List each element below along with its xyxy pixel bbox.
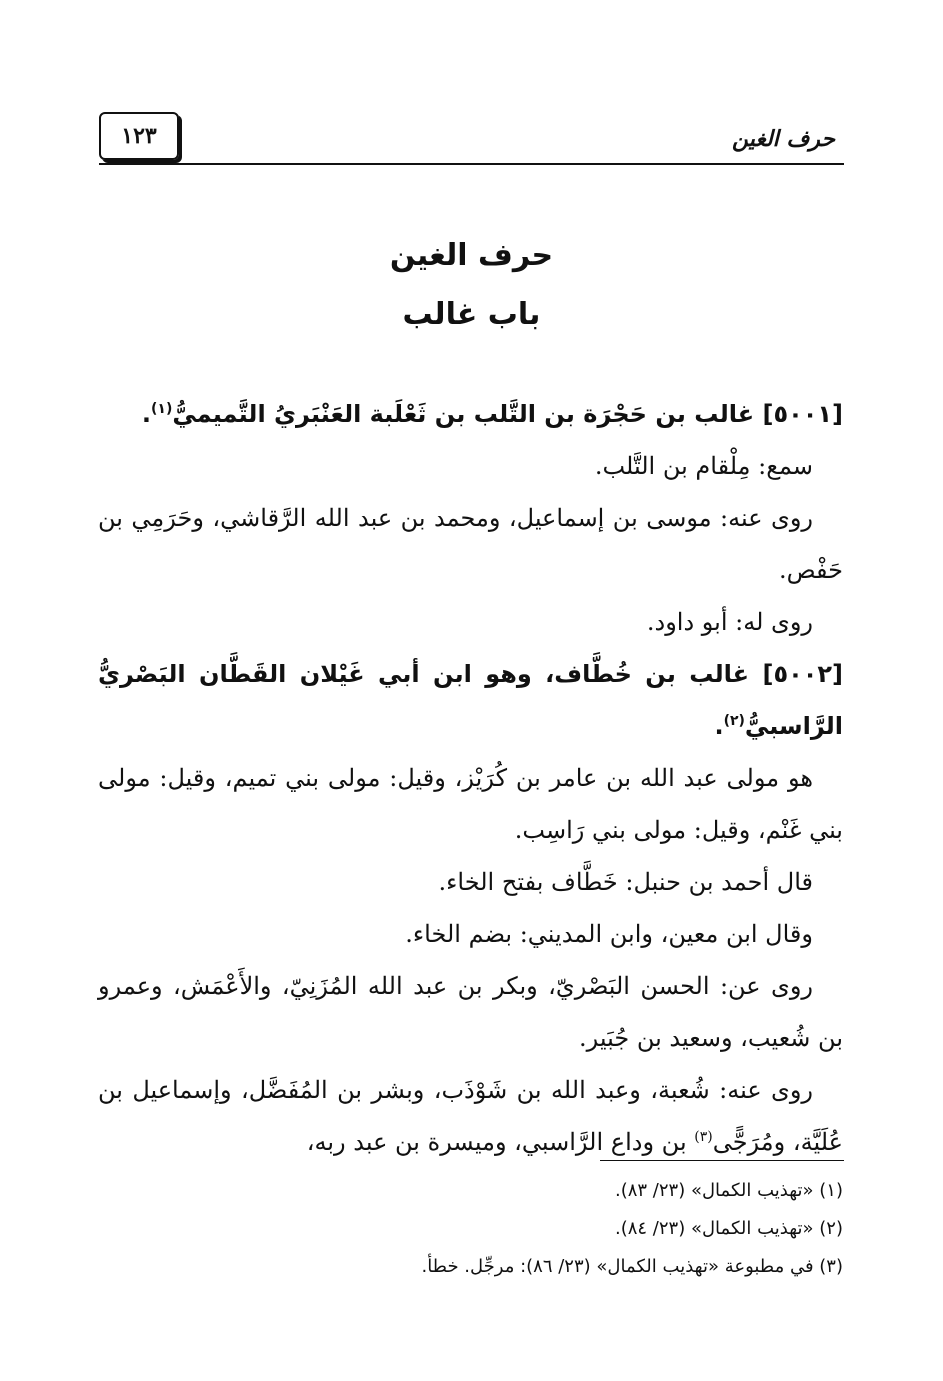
entry-line: سمع: مِلْقام بن التَّلب.: [594, 452, 813, 480]
entry-line: هو مولى عبد الله بن عامر بن كُرَيْز، وقيل: مولى بني تميم، وقيل: مولى بني غَنْم، وقيل: مولى بني رَاسِب.: [98, 764, 843, 844]
running-title: حرف الغين: [731, 126, 835, 152]
footnote: (٢) «تهذيب الكمال» (٢٣/ ٨٤).: [614, 1218, 843, 1239]
footnote-ref: (١): [151, 401, 173, 417]
entry-heading: [٥٠٠٢] غالب بن خُطَّاف، وهو ابن أبي غَيْلان القَطَّان البَصْريُّ الرَّاسبيُّ$^{(٢)}$.: [98, 660, 843, 740]
chapter-title: حرف الغين: [389, 238, 554, 273]
entry-line: روى عنه: شُعبة، وعبد الله بن شَوْذَب، وبشر بن المُفَضَّل، وإسماعيل بن عُلَيَّة، ومُرَجًّى$^{(٣)}$ بن وداع الرَّاسبي، وميسرة بن عبد ربه،: [98, 1076, 843, 1156]
footnote-rule: [600, 1160, 844, 1161]
entry-line: قال أحمد بن حنبل: خَطَّاف بفتح الخاء.: [438, 868, 813, 896]
footnote-ref: (٣): [694, 1129, 713, 1145]
footnote: (١) «تهذيب الكمال» (٢٣/ ٨٣).: [614, 1180, 843, 1201]
body-text: [98, 388, 843, 1168]
footnotes: [98, 1172, 843, 1286]
page-number-text: ١٢٣: [121, 123, 157, 149]
entry-line: وقال ابن معين، وابن المديني: بضم الخاء.: [405, 920, 813, 948]
footnote-ref: (٢): [723, 713, 745, 729]
header-rule: [99, 163, 844, 165]
footnote: (٣) في مطبوعة «تهذيب الكمال» (٢٣/ ٨٦): مرجِّل. خطأ.: [421, 1256, 843, 1277]
entry-heading: [٥٠٠١] غالب بن حَجْرَة بن التَّلب بن ثَعْلَبة العَنْبَريُ التَّميميُّ$^{(١)}$.: [141, 400, 843, 428]
entry-line: روى عنه: موسى بن إسماعيل، ومحمد بن عبد الله الرَّقاشي، وحَرَمِي بن حَفْص.: [98, 504, 843, 584]
section-title: باب غالب: [402, 297, 541, 332]
page-number: [99, 112, 179, 160]
entry-line: روى عن: الحسن البَصْريّ، وبكر بن عبد الله المُزَنِيّ، والأَعْمَش، وعمرو بن شُعيب، وسعيد بن جُبَير.: [98, 972, 843, 1052]
entry-line: روى له: أبو داود.: [646, 608, 813, 636]
